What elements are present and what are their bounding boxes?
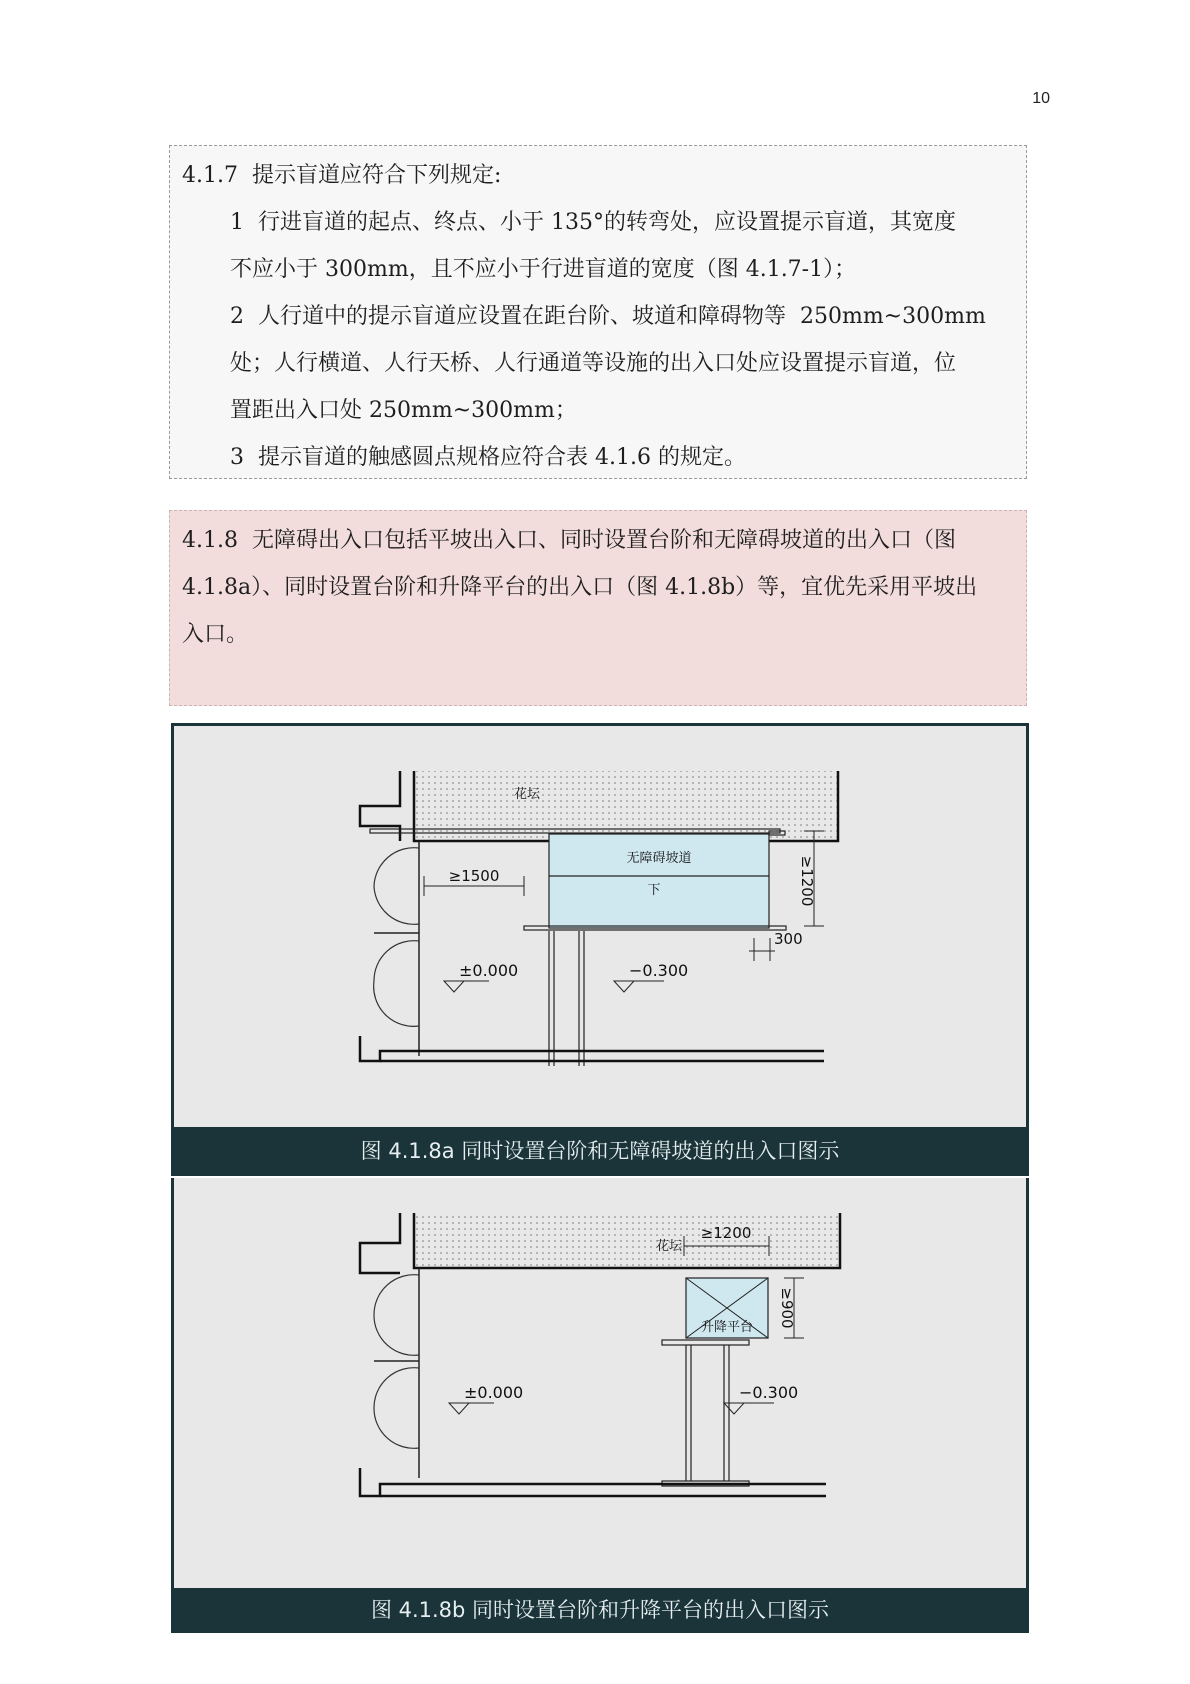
left-wall <box>360 771 400 841</box>
clause-417-item1-line2: 不应小于 300mm，且不应小于行进盲道的宽度（图 4.1.7-1）； <box>230 257 857 282</box>
flowerbed-label: 花坛 <box>514 787 541 802</box>
level-mark-upper <box>449 1403 469 1414</box>
dim-depth-label: ≥900 <box>778 1287 796 1329</box>
clause-418-line2: 4.1.8a）、同时设置台阶和升降平台的出入口（图 4.1.8b）等，宜优先采用平坡出 <box>182 575 978 600</box>
dim-handrail-label: 300 <box>774 930 803 948</box>
figure-b-drawing <box>174 1178 1026 1588</box>
level-upper-label: ±0.000 <box>459 961 519 980</box>
flowerbed-hatch <box>414 1213 840 1268</box>
door-swing-upper <box>374 1275 419 1356</box>
platform-label: 升降平台 <box>700 1320 754 1335</box>
door-swing-lower <box>374 941 419 1027</box>
page-number: 10 <box>1032 90 1050 107</box>
level-mark-lower <box>724 1403 744 1414</box>
level-lower-label: −0.300 <box>629 961 689 980</box>
door-swing-upper <box>374 848 419 925</box>
clause-417-heading: 4.1.7 提示盲道应符合下列规定: <box>182 163 502 188</box>
figure-a-drawing <box>174 726 1026 1127</box>
bottom-wall <box>360 1468 826 1496</box>
level-lower-label: −0.300 <box>739 1383 799 1402</box>
level-mark-lower <box>614 981 634 992</box>
clause-4-1-8 <box>169 510 1027 706</box>
clause-417-item2-line1: 2 人行道中的提示盲道应设置在距台阶、坡道和障碍物等 250mm~300mm <box>230 304 986 329</box>
ramp-label: 无障碍坡道 <box>626 851 692 866</box>
dim-width-label: ≥1200 <box>700 1224 752 1242</box>
clause-418-line1: 4.1.8 无障碍出入口包括平坡出入口、同时设置台阶和无障碍坡道的出入口（图 <box>182 528 956 553</box>
clause-417-item2-line2: 处；人行横道、人行天桥、人行通道等设施的出入口处应设置提示盲道，位 <box>230 351 957 376</box>
level-upper-label: ±0.000 <box>464 1383 524 1402</box>
figure-4-1-8a <box>171 723 1029 1127</box>
figure-b-caption: 图 4.1.8b 同时设置台阶和升降平台的出入口图示 <box>171 1588 1029 1633</box>
ramp <box>549 834 769 928</box>
bottom-wall <box>360 1036 824 1061</box>
clause-417-item2-line3: 置距出入口处 250mm~300mm； <box>230 398 577 423</box>
platform-handrail-top <box>662 1340 749 1345</box>
left-wall <box>360 1213 400 1273</box>
clause-417-item3: 3 提示盲道的触感圆点规格应符合表 4.1.6 的规定。 <box>230 445 746 470</box>
level-mark-upper <box>444 981 464 992</box>
flowerbed-label: 花坛 <box>656 1239 683 1254</box>
clause-4-1-7 <box>169 145 1027 479</box>
figure-4-1-8b <box>171 1178 1029 1588</box>
figure-a-caption: 图 4.1.8a 同时设置台阶和无障碍坡道的出入口图示 <box>171 1127 1029 1176</box>
clause-417-item1-line1: 1 行进盲道的起点、终点、小于 135°的转弯处，应设置提示盲道，其宽度 <box>230 210 956 235</box>
clause-418-line3: 入口。 <box>182 622 249 647</box>
dim-ramp-label: ≥1200 <box>798 855 816 907</box>
dim-width-label: ≥1500 <box>448 867 500 885</box>
door-swing-lower <box>374 1368 419 1449</box>
ramp-direction: 下 <box>647 883 661 898</box>
